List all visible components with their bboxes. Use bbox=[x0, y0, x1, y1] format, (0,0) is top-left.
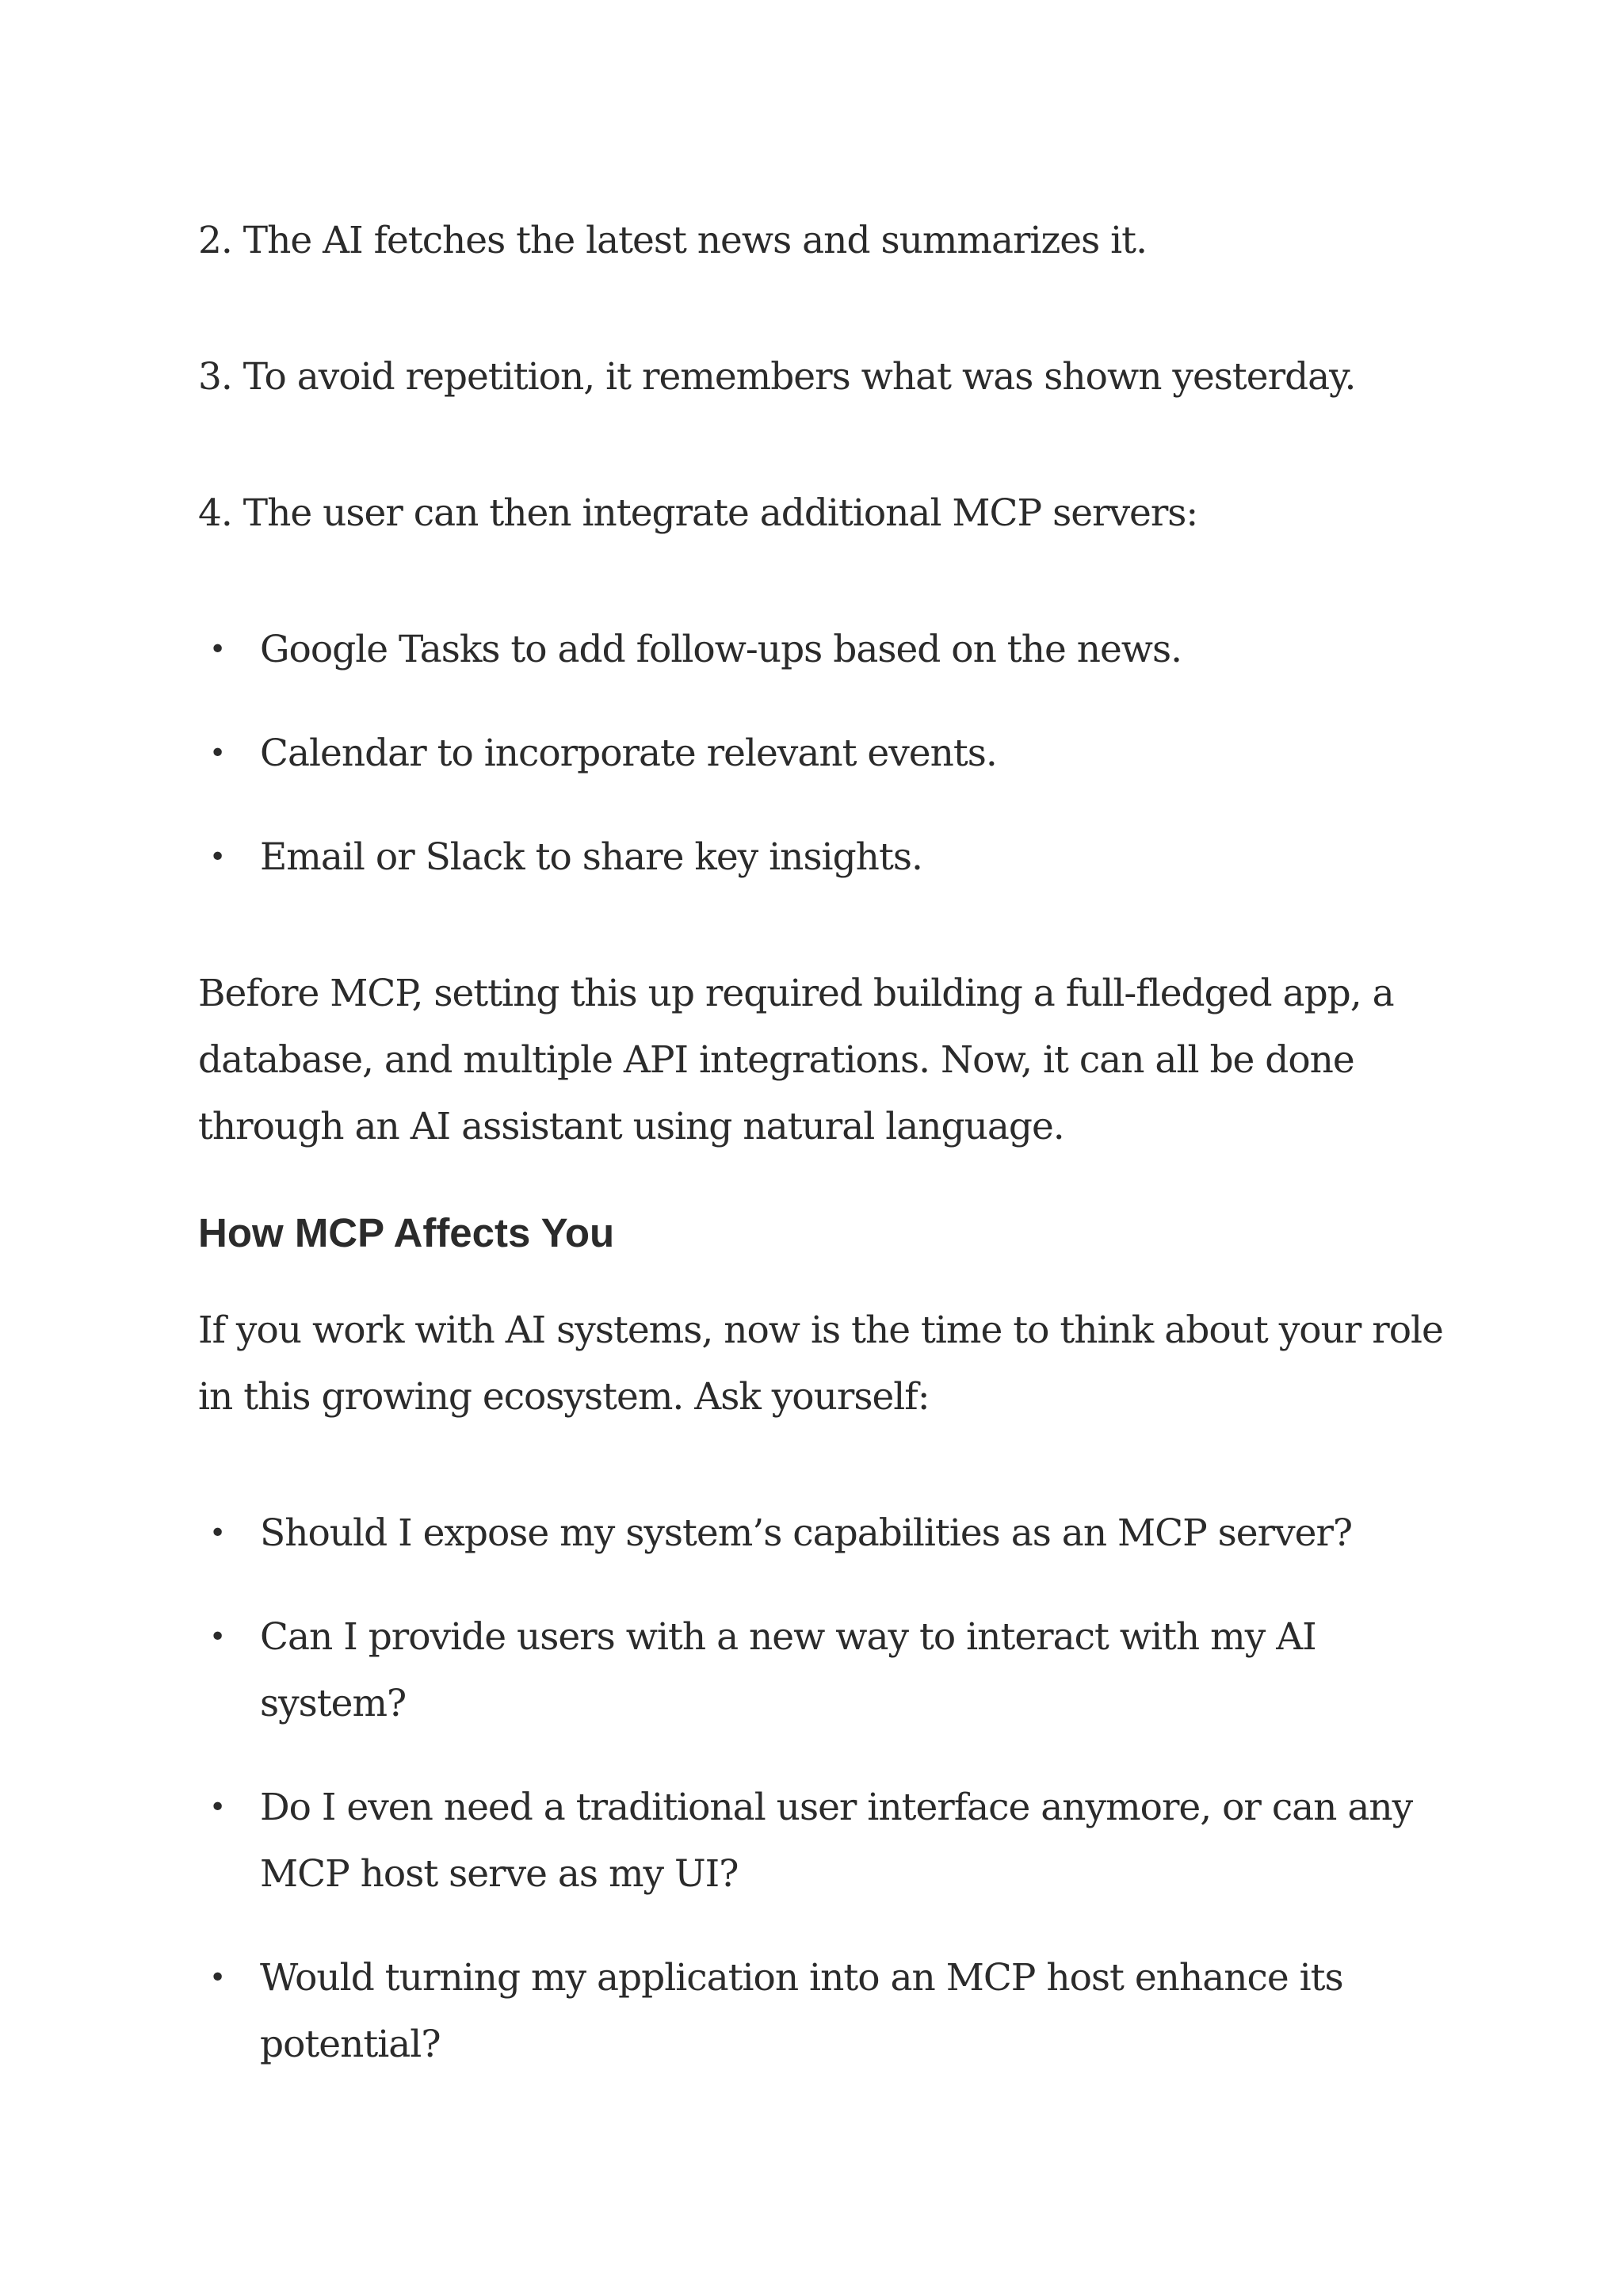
paragraph-line: database, and multiple API integrations. Now, it can all be done bbox=[198, 1038, 1354, 1082]
list-item-text: MCP host serve as my UI? bbox=[260, 1852, 739, 1896]
paragraph-line: If you work with AI systems, now is the time to think about your role bbox=[198, 1308, 1443, 1352]
bullet-icon: • bbox=[209, 737, 227, 770]
list-item-text: system? bbox=[260, 1682, 407, 1725]
step-3: 3. To avoid repetition, it remembers what was shown yesterday. bbox=[198, 355, 1356, 399]
list-item-text: Email or Slack to share key insights. bbox=[260, 835, 922, 879]
bullet-icon: • bbox=[209, 1791, 227, 1824]
list-item-text: Should I expose my system’s capabilities as an MCP server? bbox=[260, 1511, 1353, 1555]
list-item-text: Can I provide users with a new way to interact with my AI bbox=[260, 1615, 1316, 1659]
section-heading: How MCP Affects You bbox=[198, 1210, 615, 1255]
bullet-icon: • bbox=[209, 841, 227, 873]
list-item-text: potential? bbox=[260, 2023, 441, 2066]
bullet-icon: • bbox=[209, 1621, 227, 1653]
paragraph-line: Before MCP, setting this up required building a full-fledged app, a bbox=[198, 972, 1394, 1015]
list-item-text: Would turning my application into an MCP host enhance its bbox=[260, 1956, 1343, 2000]
step-2: 2. The AI fetches the latest news and summarizes it. bbox=[198, 219, 1148, 262]
paragraph-line: through an AI assistant using natural language. bbox=[198, 1105, 1064, 1148]
bullet-icon: • bbox=[209, 1517, 227, 1549]
paragraph-line: in this growing ecosystem. Ask yourself: bbox=[198, 1375, 930, 1419]
list-item-text: Google Tasks to add follow-ups based on the news. bbox=[260, 628, 1182, 671]
bullet-icon: • bbox=[209, 1962, 227, 1994]
bullet-icon: • bbox=[209, 633, 227, 666]
list-item-text: Calendar to incorporate relevant events. bbox=[260, 732, 997, 775]
step-4: 4. The user can then integrate additional MCP servers: bbox=[198, 491, 1198, 535]
list-item-text: Do I even need a traditional user interface anymore, or can any bbox=[260, 1786, 1413, 1829]
